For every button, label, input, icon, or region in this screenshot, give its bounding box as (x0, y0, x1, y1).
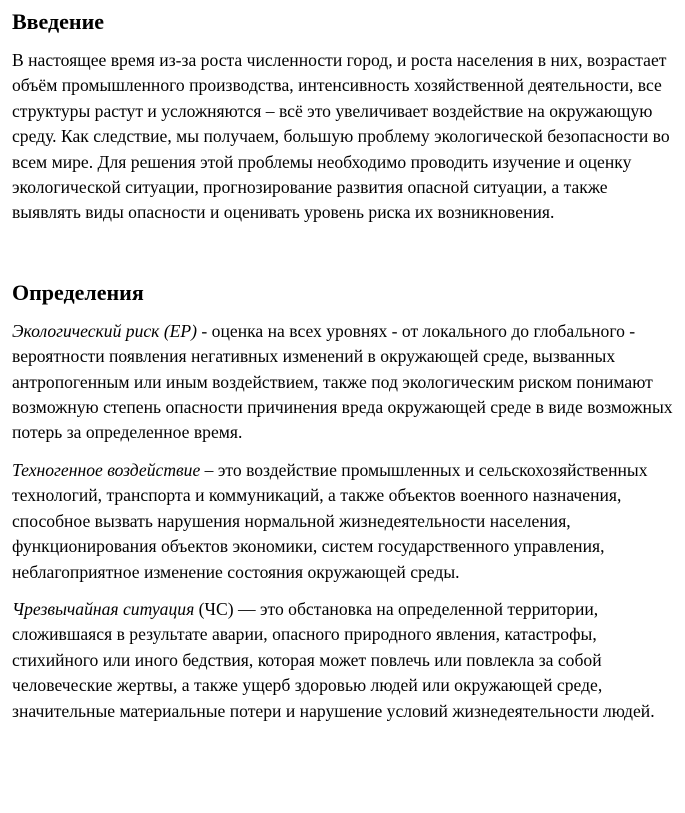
definitions-heading: Определения (12, 279, 144, 305)
definition-emergency-situation (12, 597, 673, 724)
definitions-section (12, 279, 673, 724)
definition-ecological-risk (12, 319, 673, 446)
definition-text: - оценка на всех уровнях - от локального до глобального - вероятности появления негативных изменений в окружающей среде, вызванных антропогенным или иным воздействием, также под экологическим риском понимают возможную степень опасности причинения вреда окружающей среде в виде возможных потерь за определенное время. (12, 320, 673, 443)
definition-text: (ЧС) — это обстановка на определенной территории, сложившаяся в результате аварии, опасного природного явления, катастрофы, стихийного или иного бедствия, которая может повлечь или повлекла за собой человеческие жертвы, а также ущерб здоровью людей или окружающей среде, значительные материальные потери и нарушение условий жизнедеятельности людей. (12, 598, 655, 721)
definition-term: Чрезвычайная ситуация (12, 598, 195, 619)
definition-text: – это воздействие промышленных и сельскохозяйственных технологий, транспорта и коммуникаций, а также объектов военного назначения, способное вызвать нарушения нормальной жизнедеятельности населения, функционирования объектов экономики, систем государственного управления, неблагоприятное изменение состояния окружающей среды. (12, 459, 648, 582)
intro-paragraph: В настоящее время из-за роста численности город, и роста населения в них, возрастает объём промышленного производства, интенсивность хозяйственной деятельности, все структуры растут и усложняются – всё это увеличивает воздействие на окружающую среду. Как следствие, мы получаем, большую проблему экологической безопасности во всем мире. Для решения этой проблемы необходимо проводить изучение и оценку экологической ситуации, прогнозирование развития опасной ситуации, а также выявлять виды опасности и оценивать уровень риска их возникновения. (12, 50, 670, 223)
intro-section (12, 8, 673, 226)
definition-term: Техногенное воздействие (12, 459, 201, 480)
intro-heading: Введение (12, 9, 105, 34)
definition-technogenic-impact (12, 458, 673, 585)
definition-term: Экологический риск (ЕР) (12, 320, 198, 341)
